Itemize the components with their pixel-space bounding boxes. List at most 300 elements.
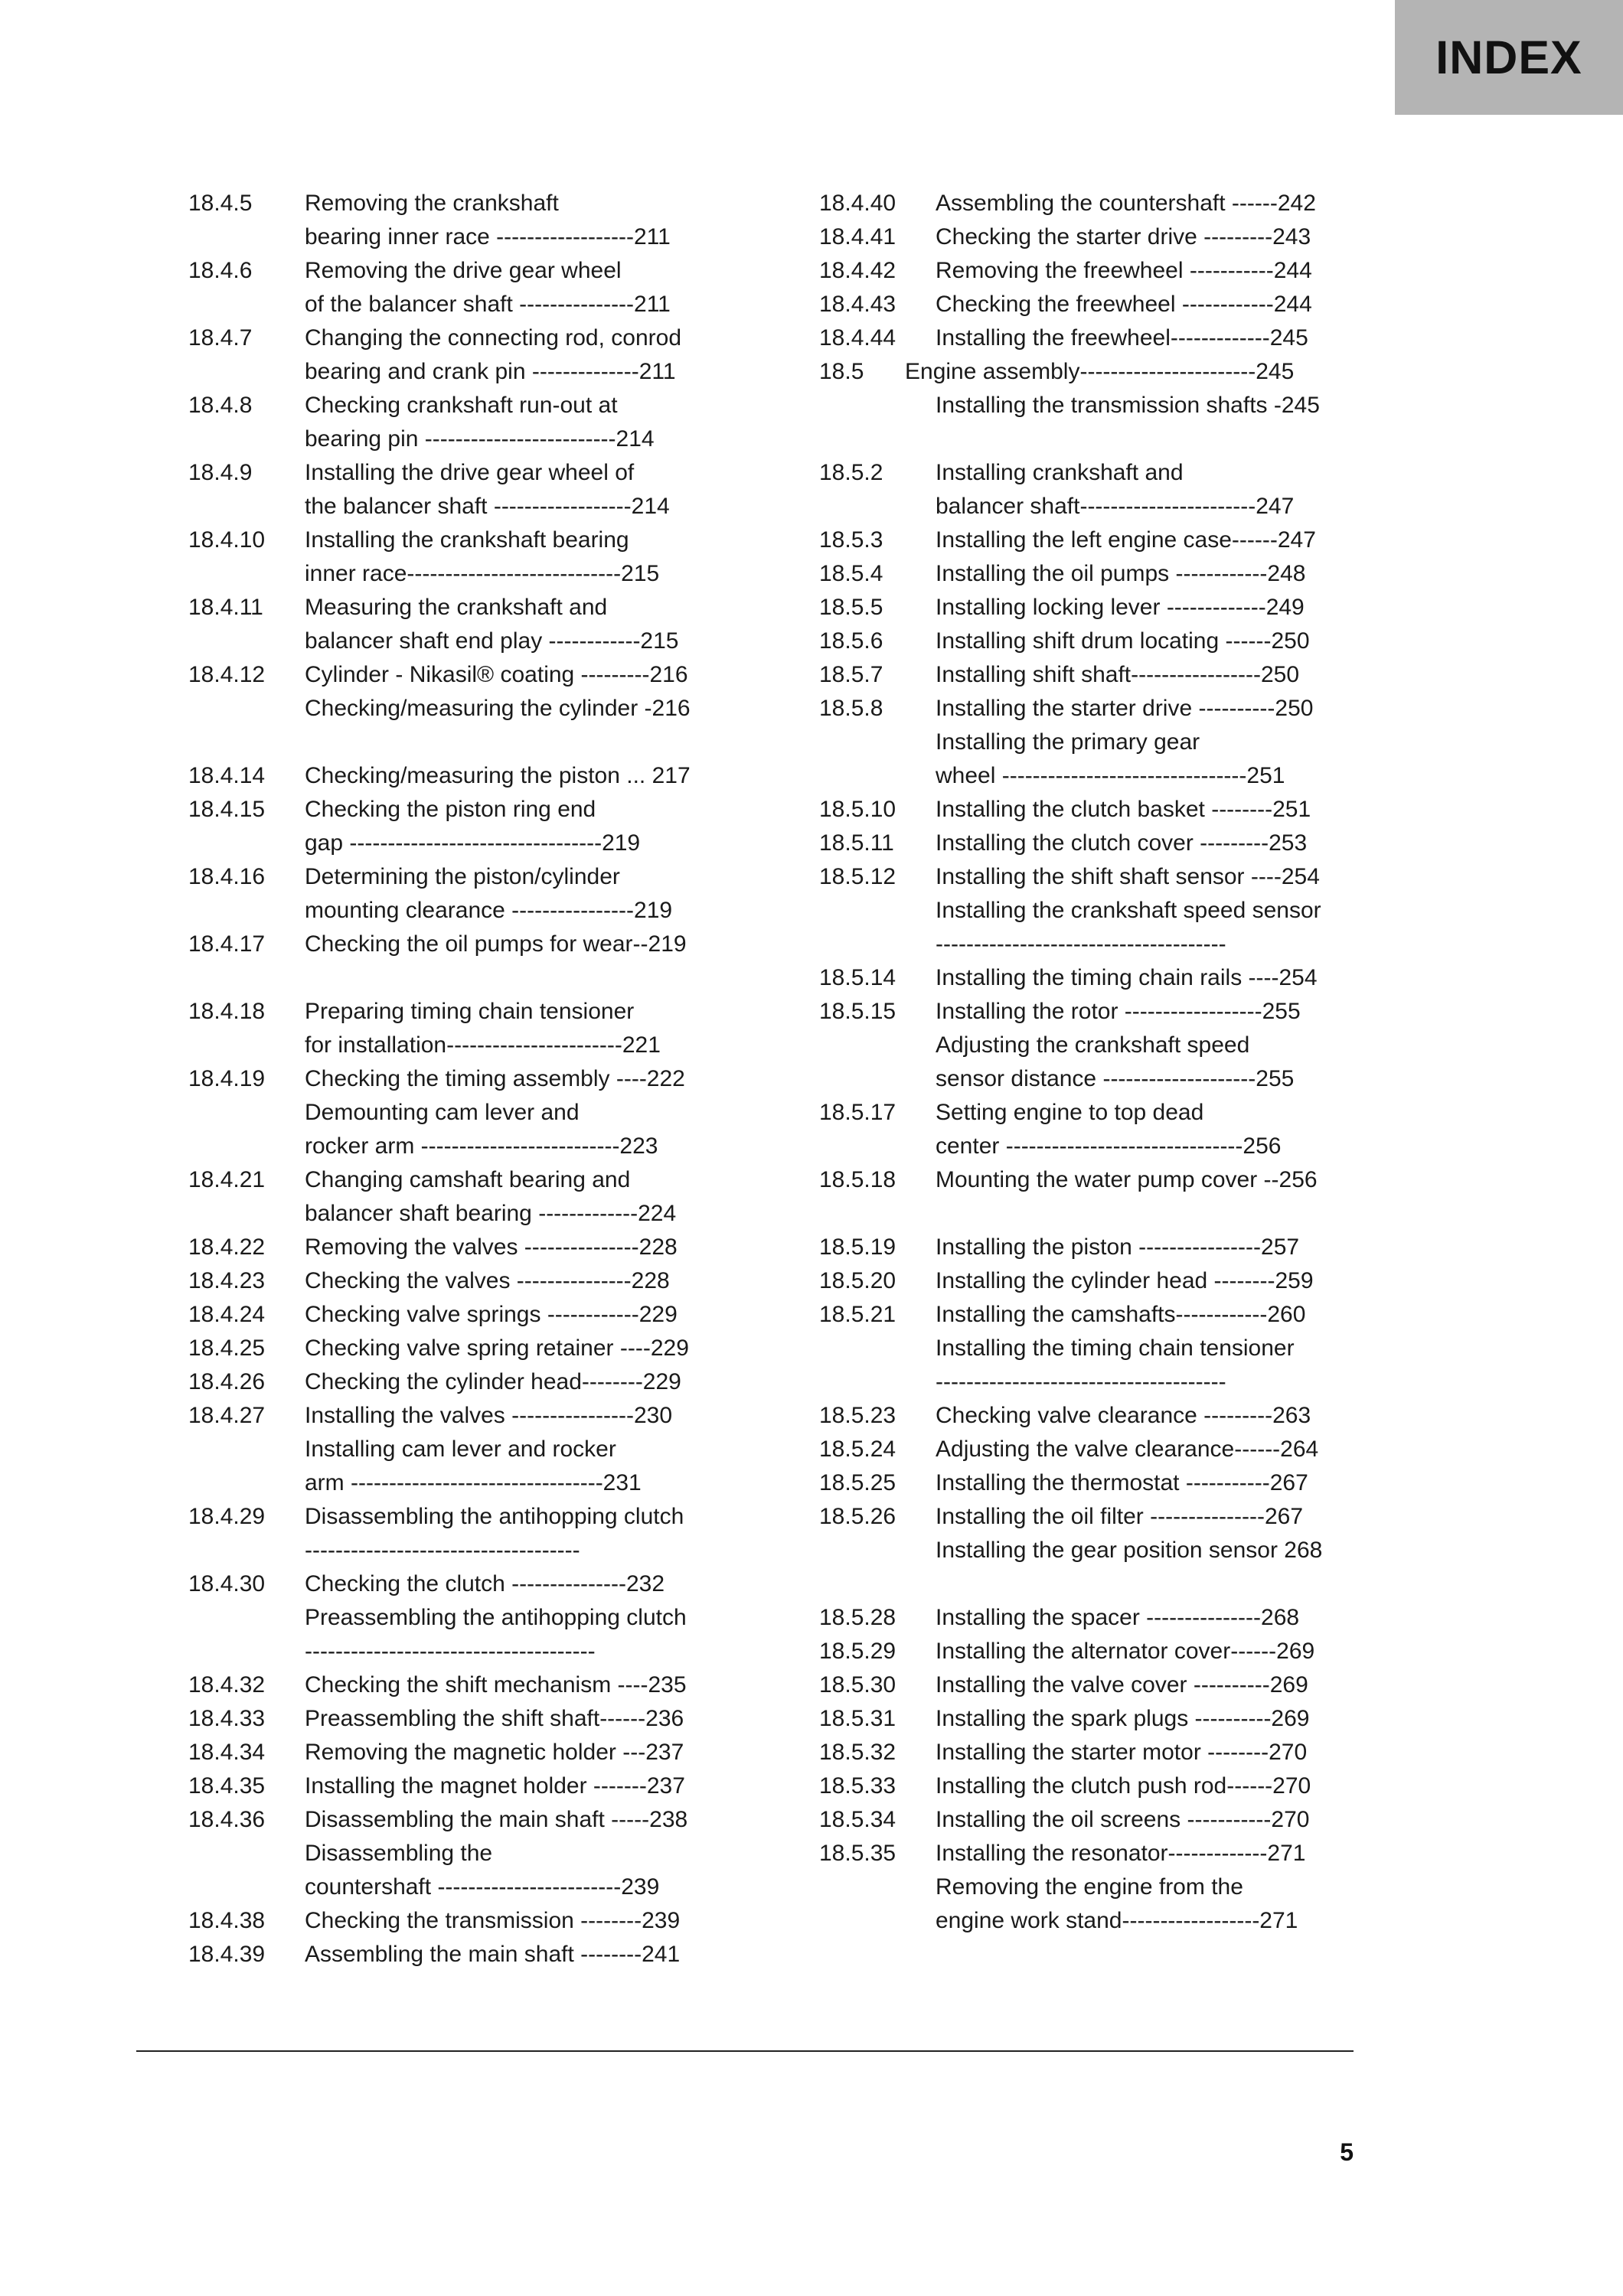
- toc-entry-number: [188, 1029, 305, 1062]
- toc-entry-title: balancer shaft end play ------------215: [305, 628, 679, 654]
- toc-entry: [819, 625, 1355, 658]
- toc-entry-number: 18.5.2: [819, 460, 883, 485]
- toc-entry: [819, 1870, 1355, 1904]
- toc-entry-number: 18.5.32: [819, 1740, 896, 1765]
- toc-entry-title: engine work stand------------------271: [936, 1908, 1298, 1933]
- toc-entry-number: 18.4.10: [188, 527, 266, 553]
- toc-entry-title: Disassembling the main shaft -----238: [305, 1807, 688, 1832]
- toc-entry-title: Installing locking lever -------------249: [936, 595, 1305, 620]
- toc-right-column: [819, 187, 1355, 1938]
- toc-entry: [188, 1803, 724, 1837]
- toc-entry: [188, 523, 724, 557]
- toc-entry-title: Installing the drive gear wheel of: [305, 460, 635, 485]
- toc-entry-number: 18.5.19: [819, 1234, 896, 1260]
- toc-entry: [188, 1399, 724, 1433]
- toc-entry-number: 18.4.43: [819, 292, 896, 317]
- toc-entry-number: 18.4.30: [188, 1571, 266, 1596]
- toc-entry-title: Installing the primary gear: [936, 729, 1200, 755]
- toc-entry: [188, 658, 724, 692]
- page-number: 5: [1340, 2138, 1354, 2166]
- toc-entry-title: Installing the oil screens -----------270: [936, 1807, 1310, 1832]
- toc-entry-title: mounting clearance ----------------219: [305, 898, 673, 923]
- toc-entry-continuation: [819, 928, 1355, 961]
- toc-entry-number: [188, 1197, 305, 1231]
- toc-entry-number: 18.4.6: [188, 258, 253, 283]
- toc-entry-number: 18.5.8: [819, 696, 883, 721]
- toc-entry-number: 18.4.14: [188, 763, 266, 788]
- toc-entry-title: Installing the alternator cover------269: [936, 1639, 1315, 1664]
- toc-entry: [188, 187, 724, 220]
- toc-entry: [819, 1466, 1355, 1500]
- toc-entry-continuation: [188, 355, 724, 389]
- toc-entry: [188, 1062, 724, 1096]
- toc-entry-number: 18.5.33: [819, 1773, 896, 1799]
- toc-entry-number: 18.5.23: [819, 1403, 896, 1428]
- toc-entry: [819, 658, 1355, 692]
- toc-entry-title: Installing the transmission shafts -245: [936, 393, 1320, 418]
- toc-entry-number: [188, 1096, 305, 1130]
- toc-entry-title: Installing the oil filter ---------------267: [936, 1504, 1304, 1529]
- index-tab: [1395, 0, 1623, 115]
- toc-entry-number: 18.5.5: [819, 595, 883, 620]
- toc-entry: [819, 961, 1355, 995]
- toc-entry-title: Demounting cam lever and: [305, 1100, 580, 1125]
- toc-entry-title: Checking the valves ---------------228: [305, 1268, 670, 1293]
- toc-entry-title: Installing the clutch push rod------270: [936, 1773, 1311, 1799]
- toc-entry-title: Checking the shift mechanism ----235: [305, 1672, 687, 1698]
- toc-entry: [188, 692, 724, 726]
- toc-entry-number: 18.5.14: [819, 965, 896, 990]
- toc-entry-title: countershaft ------------------------239: [305, 1874, 660, 1900]
- toc-entry-title: arm ---------------------------------231: [305, 1470, 642, 1495]
- toc-entry-continuation: [819, 490, 1355, 523]
- toc-entry: [819, 827, 1355, 860]
- toc-entry: [188, 1365, 724, 1399]
- toc-entry-title: Installing cam lever and rocker: [305, 1437, 616, 1462]
- toc-entry-title: Installing the piston ----------------257: [936, 1234, 1300, 1260]
- toc-entry-number: 18.5.35: [819, 1841, 896, 1866]
- toc-entry: [188, 254, 724, 288]
- toc-entry: [819, 1332, 1355, 1365]
- toc-entry-title: Installing the valve cover ----------269: [936, 1672, 1308, 1698]
- toc-entry-number: [188, 220, 305, 254]
- toc-entry-number: [819, 1534, 936, 1567]
- toc-entry-title: sensor distance --------------------255: [936, 1066, 1295, 1091]
- toc-entry: [819, 1264, 1355, 1298]
- toc-entry-title: Installing shift drum locating ------250: [936, 628, 1310, 654]
- toc-entry: [188, 928, 724, 961]
- toc-entry-number: [188, 1601, 305, 1635]
- toc-entry-number: [188, 1870, 305, 1904]
- toc-entry-number: 18.4.12: [188, 662, 266, 687]
- toc-entry-continuation: [188, 625, 724, 658]
- toc-entry: [819, 894, 1355, 928]
- toc-entry: [188, 1298, 724, 1332]
- toc-entry-number: 18.5.4: [819, 561, 883, 586]
- toc-entry-title: Installing the cylinder head --------259: [936, 1268, 1314, 1293]
- toc-entry-title: Assembling the countershaft ------242: [936, 191, 1316, 216]
- toc-entry-title: Removing the valves ---------------228: [305, 1234, 678, 1260]
- toc-entry-title: Removing the crankshaft: [305, 191, 559, 216]
- toc-entry: [819, 288, 1355, 321]
- toc-entry-number: 18.4.16: [188, 864, 266, 889]
- toc-entry-title: Preparing timing chain tensioner: [305, 999, 635, 1024]
- toc-entry: [188, 1769, 724, 1803]
- toc-entry: [819, 1601, 1355, 1635]
- toc-entry-number: 18.5.3: [819, 527, 883, 553]
- toc-entry-number: [819, 1029, 936, 1062]
- toc-entry: [188, 389, 724, 422]
- toc-entry-number: 18.5.28: [819, 1605, 896, 1630]
- toc-entry-number: 18.4.29: [188, 1504, 266, 1529]
- toc-entry-title: Installing the clutch cover ---------253: [936, 830, 1308, 856]
- toc-entry-title: bearing pin -------------------------214: [305, 426, 655, 452]
- toc-entry-title: Checking the clutch ---------------232: [305, 1571, 665, 1596]
- toc-entry-number: 18.5.20: [819, 1268, 896, 1293]
- toc-entry-number: 18.5.6: [819, 628, 883, 654]
- toc-entry-title: Installing the gear position sensor 268: [936, 1538, 1323, 1563]
- toc-entry-number: 18.4.9: [188, 460, 253, 485]
- toc-entry-number: 18.4.40: [819, 191, 896, 216]
- toc-entry-number: [188, 490, 305, 523]
- toc-entry-title: Checking the freewheel ------------244: [936, 292, 1312, 317]
- toc-entry: [188, 1500, 724, 1534]
- toc-entry-continuation: [819, 1904, 1355, 1938]
- toc-entry-number: [188, 692, 305, 726]
- toc-entry-number: [819, 1904, 936, 1938]
- toc-entry: [188, 1231, 724, 1264]
- toc-entry: [188, 1904, 724, 1938]
- toc-entry-continuation: [188, 1466, 724, 1500]
- toc-entry: [819, 557, 1355, 591]
- toc-entry-title: Removing the magnetic holder ---237: [305, 1740, 684, 1765]
- toc-entry-title: rocker arm --------------------------223: [305, 1133, 658, 1159]
- toc-entry-title: Installing the magnet holder -------237: [305, 1773, 685, 1799]
- toc-entry: [819, 1769, 1355, 1803]
- toc-entry-title: Checking valve spring retainer ----229: [305, 1336, 689, 1361]
- toc-entry: [819, 1096, 1355, 1130]
- toc-entry-title: Changing the connecting rod, conrod: [305, 325, 682, 351]
- index-tab-label: INDEX: [1435, 31, 1582, 83]
- toc-entry-continuation: [188, 1635, 724, 1668]
- toc-entry-title: Checking valve springs ------------229: [305, 1302, 678, 1327]
- toc-entry-title: Checking the piston ring end: [305, 797, 596, 822]
- toc-entry: [819, 591, 1355, 625]
- toc-entry-title: inner race----------------------------215: [305, 561, 660, 586]
- toc-entry-number: 18.4.39: [188, 1942, 266, 1967]
- toc-entry: [188, 456, 724, 490]
- toc-entry-title: --------------------------------------: [936, 1369, 1226, 1394]
- toc-entry: [819, 692, 1355, 726]
- toc-entry-title: Installing the spacer ---------------268: [936, 1605, 1300, 1630]
- toc-entry: [188, 1264, 724, 1298]
- toc-entry-number: [188, 1433, 305, 1466]
- toc-entry-number: [819, 1130, 936, 1163]
- toc-entry: [188, 1601, 724, 1635]
- toc-entry-continuation: [188, 827, 724, 860]
- toc-entry-title: gap ---------------------------------219: [305, 830, 641, 856]
- toc-entry: [188, 1433, 724, 1466]
- toc-entry: [819, 1534, 1355, 1567]
- toc-entry-number: 18.5.34: [819, 1807, 896, 1832]
- toc-entry: [188, 591, 724, 625]
- toc-entry: [188, 1567, 724, 1601]
- toc-entry-title: --------------------------------------: [936, 931, 1226, 957]
- toc-entry: [188, 759, 724, 793]
- toc-entry-number: 18.4.27: [188, 1403, 266, 1428]
- toc-entry: [819, 187, 1355, 220]
- toc-entry-title: Installing the crankshaft speed sensor: [936, 898, 1321, 923]
- toc-entry-number: 18.5.17: [819, 1100, 896, 1125]
- toc-entry-title: of the balancer shaft ---------------211: [305, 292, 671, 317]
- toc-entry-number: 18.5.31: [819, 1706, 896, 1731]
- footer-divider: [136, 2050, 1354, 2052]
- toc-entry-continuation: [188, 288, 724, 321]
- toc-entry: [819, 523, 1355, 557]
- toc-entry-title: balancer shaft bearing -------------224: [305, 1201, 677, 1226]
- toc-entry-number: [188, 422, 305, 456]
- toc-entry: [188, 793, 724, 827]
- toc-entry-number: [819, 1365, 936, 1399]
- toc-entry-continuation: [819, 1062, 1355, 1096]
- toc-entry-number: 18.5: [819, 359, 864, 384]
- toc-entry: [188, 1332, 724, 1365]
- toc-entry-title: Disassembling the antihopping clutch: [305, 1504, 684, 1529]
- toc-entry-title: Installing the rotor ------------------255: [936, 999, 1301, 1024]
- toc-entry-number: 18.5.26: [819, 1504, 896, 1529]
- toc-entry: [819, 1500, 1355, 1534]
- toc-entry: [819, 355, 1355, 389]
- toc-entry-title: Installing the freewheel-------------245: [936, 325, 1308, 351]
- toc-entry: [188, 1163, 724, 1197]
- toc-entry-title: Installing the oil pumps ------------248: [936, 561, 1306, 586]
- toc-entry-number: 18.4.23: [188, 1268, 266, 1293]
- toc-entry-number: 18.5.21: [819, 1302, 896, 1327]
- toc-entry-number: 18.4.5: [188, 191, 253, 216]
- toc-entry-title: Removing the drive gear wheel: [305, 258, 622, 283]
- toc-entry-title: --------------------------------------: [305, 1639, 596, 1664]
- toc-entry-title: wheel --------------------------------251: [936, 763, 1285, 788]
- toc-left-column: [188, 187, 724, 1971]
- toc-entry-title: Installing the crankshaft bearing: [305, 527, 629, 553]
- toc-entry: [819, 220, 1355, 254]
- toc-entry-number: [819, 928, 936, 961]
- toc-entry: [819, 1668, 1355, 1702]
- toc-entry-number: 18.4.22: [188, 1234, 266, 1260]
- toc-entry: [188, 1837, 724, 1870]
- toc-entry-title: Preassembling the antihopping clutch: [305, 1605, 687, 1630]
- toc-entry-title: Engine assembly-----------------------245: [905, 359, 1295, 384]
- toc-entry-number: [819, 389, 936, 422]
- toc-entry-title: Installing the timing chain tensioner: [936, 1336, 1295, 1361]
- toc-entry-number: [819, 726, 936, 759]
- toc-entry-title: ------------------------------------: [305, 1538, 580, 1563]
- toc-entry: [188, 321, 724, 355]
- toc-entry-title: Changing camshaft bearing and: [305, 1167, 631, 1192]
- toc-entry-title: Cylinder - Nikasil® coating ---------216: [305, 662, 688, 687]
- toc-entry-number: 18.5.18: [819, 1167, 896, 1192]
- toc-entry-number: [819, 759, 936, 793]
- toc-entry-title: Installing shift shaft-----------------250: [936, 662, 1300, 687]
- toc-entry-title: Removing the engine from the: [936, 1874, 1243, 1900]
- toc-entry-continuation: [188, 1029, 724, 1062]
- toc-entry-number: [188, 625, 305, 658]
- toc-entry-title: Adjusting the valve clearance------264: [936, 1437, 1319, 1462]
- toc-entry-number: [188, 355, 305, 389]
- toc-entry-title: Installing the resonator-------------271: [936, 1841, 1306, 1866]
- toc-entry: [819, 1298, 1355, 1332]
- toc-entry-number: [188, 1635, 305, 1668]
- toc-entry: [188, 1938, 724, 1971]
- toc-entry-title: Installing the thermostat -----------267: [936, 1470, 1308, 1495]
- toc-entry: [819, 1635, 1355, 1668]
- toc-entry: [819, 1029, 1355, 1062]
- toc-entry-title: bearing inner race ------------------211: [305, 224, 671, 249]
- toc-entry-number: [819, 1870, 936, 1904]
- toc-entry-number: 18.4.44: [819, 325, 896, 351]
- toc-entry: [819, 1163, 1355, 1197]
- toc-entry-number: 18.4.35: [188, 1773, 266, 1799]
- toc-entry: [188, 1668, 724, 1702]
- toc-entry-number: [188, 288, 305, 321]
- toc-entry-title: Adjusting the crankshaft speed: [936, 1032, 1250, 1058]
- toc-entry-title: Installing the timing chain rails ----254: [936, 965, 1318, 990]
- toc-entry-title: Installing the valves ----------------230: [305, 1403, 673, 1428]
- toc-entry-number: 18.4.32: [188, 1672, 266, 1698]
- toc-entry-title: Preassembling the shift shaft------236: [305, 1706, 684, 1731]
- toc-entry-title: for installation-----------------------221: [305, 1032, 661, 1058]
- toc-entry-title: center -------------------------------256: [936, 1133, 1282, 1159]
- toc-entry-title: Measuring the crankshaft and: [305, 595, 608, 620]
- toc-entry-number: 18.4.15: [188, 797, 266, 822]
- toc-entry-number: [819, 1332, 936, 1365]
- toc-entry-number: 18.4.26: [188, 1369, 266, 1394]
- toc-entry-number: 18.5.29: [819, 1639, 896, 1664]
- toc-entry-number: 18.4.36: [188, 1807, 266, 1832]
- toc-entry: [819, 456, 1355, 490]
- toc-entry-continuation: [188, 1130, 724, 1163]
- toc-entry-number: 18.4.8: [188, 393, 253, 418]
- toc-entry-title: Installing the spark plugs ----------269: [936, 1706, 1310, 1731]
- toc-entry-continuation: [819, 1365, 1355, 1399]
- toc-entry-continuation: [188, 490, 724, 523]
- toc-entry-number: 18.4.38: [188, 1908, 266, 1933]
- toc-entry-title: Installing the clutch basket --------251: [936, 797, 1311, 822]
- toc-entry: [819, 254, 1355, 288]
- toc-entry: [819, 995, 1355, 1029]
- toc-entry-title: Installing the camshafts------------260: [936, 1302, 1306, 1327]
- toc-entry: [819, 793, 1355, 827]
- toc-entry-continuation: [819, 759, 1355, 793]
- toc-entry-title: Checking the transmission --------239: [305, 1908, 681, 1933]
- toc-entry: [819, 321, 1355, 355]
- toc-entry-number: [188, 1130, 305, 1163]
- toc-entry: [819, 860, 1355, 894]
- toc-entry-title: balancer shaft-----------------------247: [936, 494, 1295, 519]
- toc-entry-number: 18.5.25: [819, 1470, 896, 1495]
- toc-entry-number: 18.4.34: [188, 1740, 266, 1765]
- toc-entry: [819, 1433, 1355, 1466]
- toc-entry-title: Checking the timing assembly ----222: [305, 1066, 685, 1091]
- toc-entry: [819, 389, 1355, 422]
- toc-entry-number: [188, 827, 305, 860]
- toc-entry-title: Removing the freewheel -----------244: [936, 258, 1312, 283]
- toc-entry-number: [819, 1062, 936, 1096]
- toc-entry-number: [819, 490, 936, 523]
- toc-entry: [819, 1736, 1355, 1769]
- toc-entry-title: Installing the starter motor --------270: [936, 1740, 1308, 1765]
- toc-entry-number: 18.4.21: [188, 1167, 266, 1192]
- toc-entry-number: 18.5.7: [819, 662, 883, 687]
- toc-entry-title: Installing the shift shaft sensor ----254: [936, 864, 1320, 889]
- toc-entry-title: Determining the piston/cylinder: [305, 864, 620, 889]
- toc-entry: [819, 1837, 1355, 1870]
- toc-entry-number: 18.5.30: [819, 1672, 896, 1698]
- toc-entry-number: [188, 1837, 305, 1870]
- toc-entry-number: [188, 1466, 305, 1500]
- toc-entry-title: Checking valve clearance ---------263: [936, 1403, 1311, 1428]
- toc-entry-number: 18.4.33: [188, 1706, 266, 1731]
- toc-entry: [188, 1702, 724, 1736]
- toc-entry-number: 18.5.15: [819, 999, 896, 1024]
- toc-entry-continuation: [188, 1870, 724, 1904]
- toc-entry-number: 18.4.18: [188, 999, 266, 1024]
- toc-entry-number: [188, 1534, 305, 1567]
- toc-entry-number: 18.4.25: [188, 1336, 266, 1361]
- toc-entry-title: Checking the starter drive ---------243: [936, 224, 1311, 249]
- toc-entry-number: 18.4.7: [188, 325, 253, 351]
- toc-entry-continuation: [188, 422, 724, 456]
- toc-entry: [819, 726, 1355, 759]
- toc-entry-continuation: [188, 1534, 724, 1567]
- toc-entry-continuation: [819, 1130, 1355, 1163]
- toc-entry: [188, 1736, 724, 1769]
- toc-entry-title: Checking/measuring the cylinder -216: [305, 696, 691, 721]
- toc-entry-title: Setting engine to top dead: [936, 1100, 1204, 1125]
- toc-entry-title: Checking/measuring the piston ... 217: [305, 763, 691, 788]
- toc-entry-number: 18.5.12: [819, 864, 896, 889]
- toc-entry-number: 18.5.11: [819, 830, 894, 856]
- toc-entry: [819, 1803, 1355, 1837]
- toc-entry-number: 18.4.17: [188, 931, 266, 957]
- toc-entry-title: Installing the left engine case------247: [936, 527, 1316, 553]
- toc-entry-title: Disassembling the: [305, 1841, 493, 1866]
- toc-entry-number: [188, 557, 305, 591]
- toc-entry-title: the balancer shaft ------------------214: [305, 494, 670, 519]
- toc-entry-title: Mounting the water pump cover --256: [936, 1167, 1318, 1192]
- toc-entry-title: Assembling the main shaft --------241: [305, 1942, 681, 1967]
- toc-entry-number: 18.4.11: [188, 595, 263, 620]
- toc-entry-number: 18.4.41: [819, 224, 896, 249]
- toc-entry-number: [188, 894, 305, 928]
- toc-entry-continuation: [188, 557, 724, 591]
- toc-entry-title: Checking the cylinder head--------229: [305, 1369, 681, 1394]
- toc-entry-title: bearing and crank pin --------------211: [305, 359, 676, 384]
- toc-entry: [188, 860, 724, 894]
- toc-entry-number: 18.4.19: [188, 1066, 266, 1091]
- toc-entry: [819, 1702, 1355, 1736]
- toc-entry-title: Checking the oil pumps for wear--219: [305, 931, 687, 957]
- toc-entry: [819, 1231, 1355, 1264]
- toc-entry-title: Installing the starter drive ----------250: [936, 696, 1314, 721]
- toc-entry-number: [819, 894, 936, 928]
- toc-entry-continuation: [188, 220, 724, 254]
- toc-entry-number: 18.5.10: [819, 797, 896, 822]
- toc-entry-continuation: [188, 1197, 724, 1231]
- toc-entry-title: Installing crankshaft and: [936, 460, 1184, 485]
- toc-entry-title: Checking crankshaft run-out at: [305, 393, 618, 418]
- toc-entry: [188, 995, 724, 1029]
